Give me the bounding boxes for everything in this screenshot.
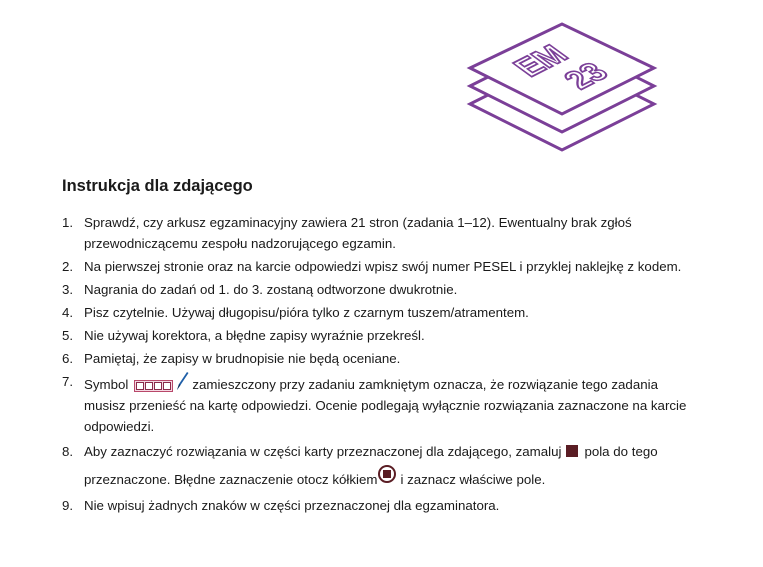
- answer-boxes-icon: [134, 380, 173, 392]
- item-number: 3.: [62, 282, 74, 297]
- item-text: Nie wpisuj żadnych znaków w części przeznaczonej dla egzaminatora.: [84, 498, 500, 513]
- item-text-after: zamieszczony przy zadaniu zamkniętym oznacza, że rozwiązanie tego zadania musisz przenieść na kartę odpowiedzi. Ocenie podlegają wyłącznie rozwiązania zaznaczone na karcie odpowiedzi.: [84, 377, 687, 434]
- item-text: Na pierwszej stronie oraz na karcie odpowiedzi wpisz swój numer PESEL i przyklej naklejkę z kodem.: [84, 259, 682, 274]
- list-item: [62, 348, 702, 369]
- list-item: [62, 325, 702, 346]
- page-title: Instrukcja dla zdającego: [62, 177, 253, 195]
- logo-text-23: 23: [555, 56, 617, 95]
- item-text-part1: Aby zaznaczyć rozwiązania w części karty przeznaczonej dla zdającego, zamaluj: [84, 444, 562, 459]
- list-item: [62, 302, 702, 323]
- item-text: Pamiętaj, że zapisy w brudnopisie nie będą oceniane.: [84, 351, 401, 366]
- item-number: 9.: [62, 498, 74, 513]
- item-text-part3: do tego przeznaczone. Błędne zaznaczenie otocz kółkiem: [84, 444, 658, 487]
- item-number: 8.: [62, 444, 74, 459]
- item-text: Sprawdź, czy arkusz egzaminacyjny zawiera 21 stron (zadania 1–12). Ewentualny brak zgłoś przewodniczącemu zespołu nadzorującego egzamin.: [84, 215, 632, 251]
- item-text: Nagrania do zadań od 1. do 3. zostaną odtworzone dwukrotnie.: [84, 282, 458, 297]
- list-item: [62, 495, 702, 516]
- item-number: 7.: [62, 374, 74, 389]
- pen-icon: [175, 371, 189, 391]
- item-text: Pisz czytelnie. Używaj długopisu/pióra tylko z czarnym tuszem/atramentem.: [84, 305, 529, 320]
- list-item: [62, 256, 702, 277]
- list-item: [62, 439, 702, 493]
- item-number: 2.: [62, 259, 74, 274]
- list-item: [62, 279, 702, 300]
- list-item: [62, 371, 702, 437]
- item-text-part4: i zaznacz właściwe pole.: [400, 472, 546, 487]
- item-text-part2: pola: [584, 444, 610, 459]
- item-number: 6.: [62, 351, 74, 366]
- instruction-list: [62, 212, 702, 518]
- circled-square-icon: [378, 465, 396, 483]
- em23-logo: [462, 22, 662, 158]
- item-number: 1.: [62, 215, 74, 230]
- logo-text-em: EM: [505, 39, 576, 83]
- filled-square-icon: [566, 445, 578, 457]
- item-text-before: Symbol: [84, 377, 129, 392]
- item-text: Nie używaj korektora, a błędne zapisy wyraźnie przekreśl.: [84, 328, 425, 343]
- item-number: 5.: [62, 328, 74, 343]
- item-number: 4.: [62, 305, 74, 320]
- list-item: [62, 212, 702, 254]
